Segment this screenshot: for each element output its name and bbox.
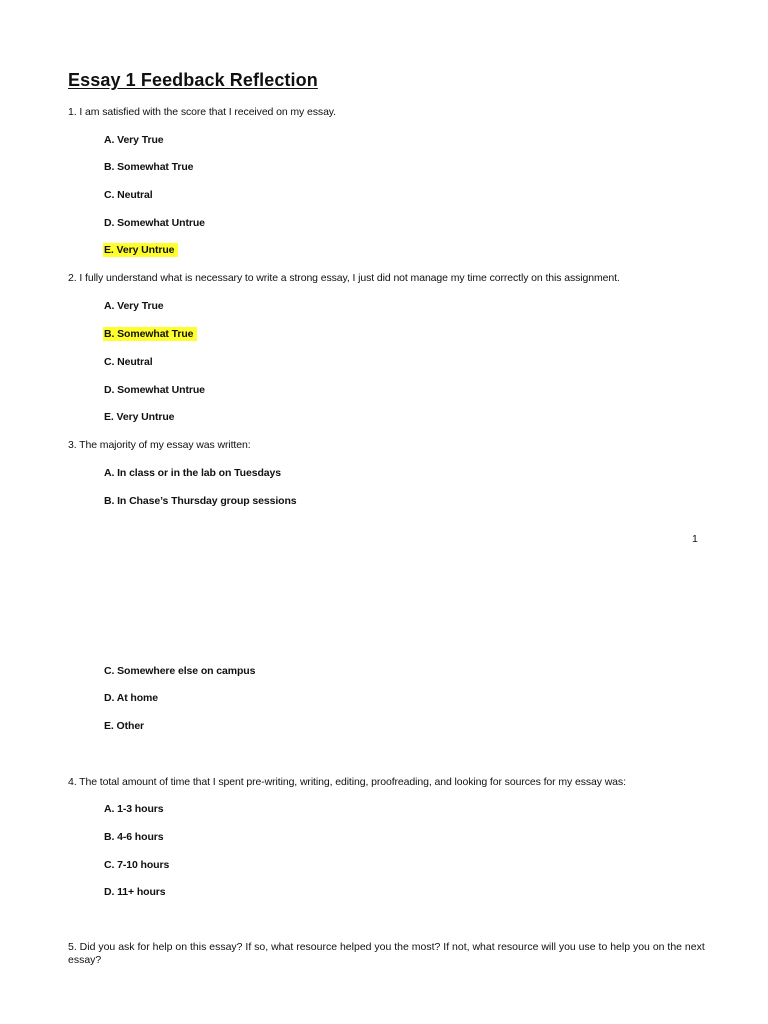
q2-option-a: A. Very True — [104, 300, 164, 312]
page-number: 1 — [692, 533, 698, 545]
question-2: 2. I fully understand what is necessary to write a strong essay, I just did not manage my time correctly on this assignment. — [68, 272, 620, 284]
q2-option-b-selected — [104, 328, 197, 340]
q4-option-d: D. 11+ hours — [104, 886, 166, 898]
q4-option-c: C. 7-10 hours — [104, 859, 170, 871]
q3-option-d: D. At home — [104, 692, 159, 704]
q1-option-a: A. Very True — [104, 134, 164, 146]
highlighted-answer: B. Somewhat True — [103, 327, 197, 341]
q1-option-e-selected — [104, 244, 178, 256]
q2-option-c: C. Neutral — [104, 356, 153, 368]
question-5: 5. Did you ask for help on this essay? If so, what resource helped you the most? If not, what resource will you use to help you on the next essay? — [68, 941, 705, 966]
question-1: 1. I am satisfied with the score that I received on my essay. — [68, 106, 336, 118]
q3-option-b: B. In Chase’s Thursday group sessions — [104, 495, 297, 507]
q2-option-e: E. Very Untrue — [104, 411, 175, 423]
document-title: Essay 1 Feedback Reflection — [68, 70, 318, 90]
q1-option-c: C. Neutral — [104, 189, 153, 201]
q3-option-e: E. Other — [104, 720, 145, 732]
q2-option-d: D. Somewhat Untrue — [104, 384, 205, 396]
highlighted-answer: E. Very Untrue — [103, 243, 178, 257]
q3-option-c: C. Somewhere else on campus — [104, 665, 256, 677]
question-3: 3. The majority of my essay was written: — [68, 439, 251, 451]
q3-option-a: A. In class or in the lab on Tuesdays — [104, 467, 281, 479]
q1-option-b: B. Somewhat True — [104, 161, 194, 173]
q4-option-b: B. 4-6 hours — [104, 831, 164, 843]
q1-option-d: D. Somewhat Untrue — [104, 217, 205, 229]
q4-option-a: A. 1-3 hours — [104, 803, 164, 815]
question-4: 4. The total amount of time that I spent pre-writing, writing, editing, proofreading, and looking for sources for my essay was: — [68, 776, 626, 788]
